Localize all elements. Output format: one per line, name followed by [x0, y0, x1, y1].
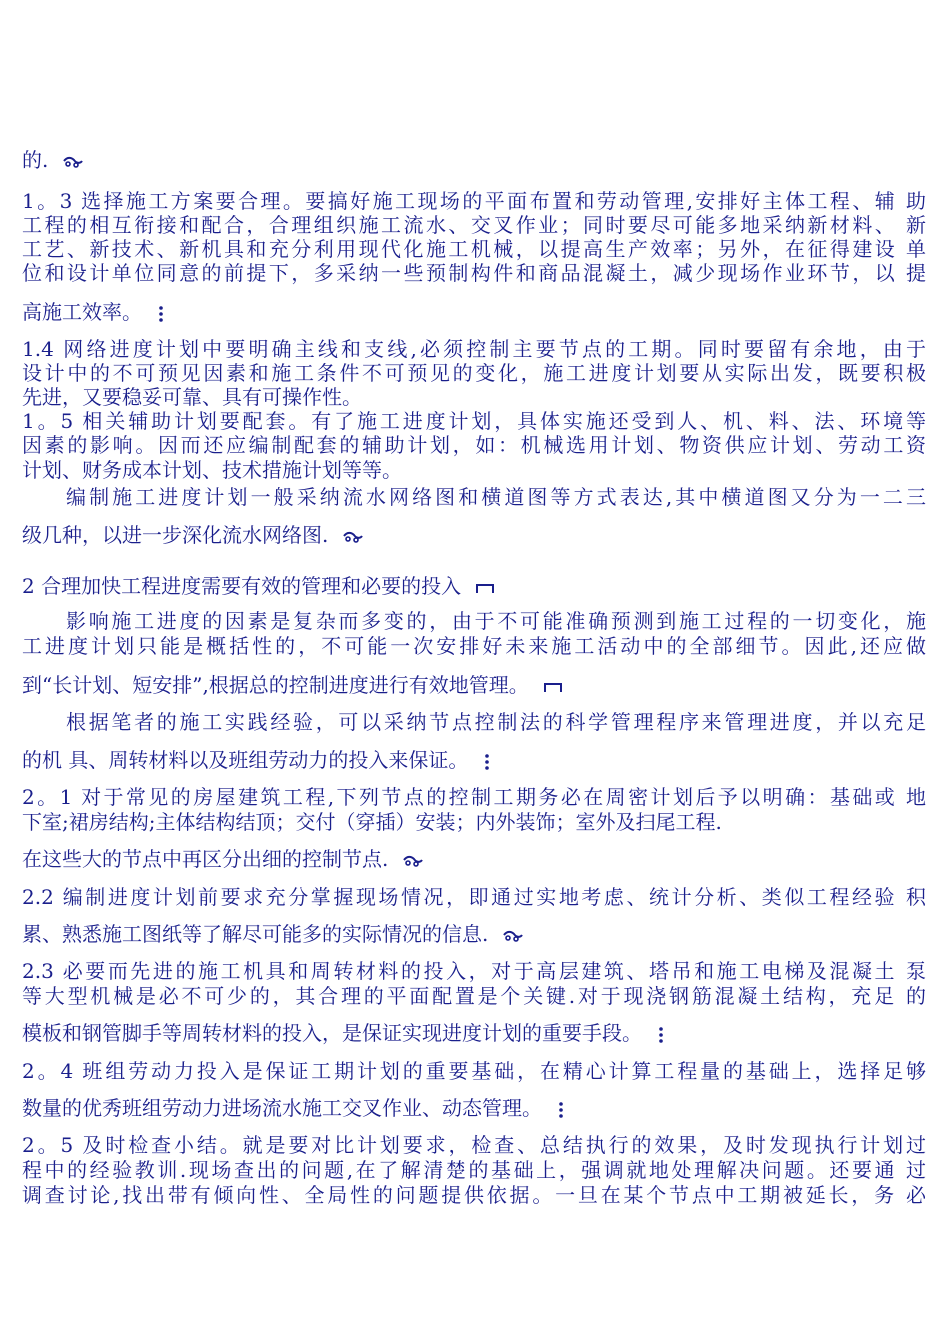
text-line: 级几种，以进一步深化流水网络图.	[22, 523, 364, 547]
text-line: 高施工效率。	[22, 300, 166, 324]
text-line: 工艺、新技术、新机具和充分利用现代化施工机械，以提高生产效率；另外，在征得建设 单	[22, 237, 926, 261]
text-line: 数量的优秀班组劳动力进场流水施工交叉作业、动态管理。	[22, 1096, 566, 1120]
text-line: 1.4 网络进度计划中要明确主线和支线,必须控制主要节点的工期。同时要留有余地，由于	[22, 337, 926, 361]
text-line: 调查讨论,找出带有倾向性、全局性的问题提供依据。一旦在某个节点中工期被延长，务 必	[22, 1183, 926, 1207]
text-line: 1。5 相关辅助计划要配套。有了施工进度计划，具体实施还受到人、机、料、法、环境等	[22, 409, 926, 433]
paragraph-tail-icon	[402, 854, 424, 868]
text-line: 1。3 选择施工方案要合理。要搞好施工现场的平面布置和劳动管理,安排好主体工程、辅 助	[22, 189, 926, 213]
text-line: 工程的相互衔接和配合，合理组织施工流水、交叉作业；同时要尽可能多地采纳新材料、 新	[22, 213, 926, 237]
text-line: 等大型机械是必不可少的，其合理的平面配置是个关键.对于现浇钢筋混凝土结构，充足 的	[22, 984, 926, 1008]
bracket-mark-icon	[475, 581, 495, 595]
text-line: 到“长计划、短安排”,根据总的控制进度进行有效地管理。	[22, 673, 563, 697]
text-line: 2.2 编制进度计划前要求充分掌握现场情况，即通过实地考虑、统计分析、类似工程经验 积	[22, 885, 926, 909]
paragraph-tail-icon	[62, 155, 84, 169]
text-line: 设计中的不可预见因素和施工条件不可预见的变化，施工进度计划要从实际出发，既要积极	[22, 361, 926, 385]
text-line: 影响施工进度的因素是复杂而多变的，由于不可能准确预测到施工过程的一切变化，施	[66, 609, 926, 633]
text-line: 的机 具、周转材料以及班组劳动力的投入来保证。	[22, 748, 492, 772]
paragraph-tail-icon	[342, 530, 364, 544]
text-line: 位和设计单位同意的前提下，多采纳一些预制构件和商品混凝土，减少现场作业环节，以 提	[22, 261, 926, 285]
text-line: 2。5 及时检查小结。就是要对比计划要求，检查、总结执行的效果，及时发现执行计划过	[22, 1133, 926, 1157]
text-line: 模板和钢管脚手等周转材料的投入，是保证实现进度计划的重要手段。	[22, 1021, 666, 1045]
text-line: 根据笔者的施工实践经验，可以采纳节点控制法的科学管理程序来管理进度，并以充足	[66, 710, 926, 734]
paragraph-tail-icon	[502, 929, 524, 943]
text-line: 的.	[22, 148, 84, 172]
text-line: 下室;裙房结构;主体结构结顶；交付（穿插）安装；内外装饰；室外及扫尾工程.	[22, 810, 722, 834]
vertical-dots-icon	[482, 753, 492, 771]
text-line: 先进，又要稳妥可靠、具有可操作性。	[22, 385, 362, 409]
text-line: 2.3 必要而先进的施工机具和周转材料的投入，对于高层建筑、塔吊和施工电梯及混凝土 泵	[22, 959, 926, 983]
text-line: 在这些大的节点中再区分出细的控制节点.	[22, 847, 424, 871]
vertical-dots-icon	[656, 1026, 666, 1044]
vertical-dots-icon	[556, 1101, 566, 1119]
section-heading: 2 合理加快工程进度需要有效的管理和必要的投入	[22, 574, 495, 598]
bracket-mark-icon	[543, 680, 563, 694]
text-line: 程中的经验教训.现场查出的问题,在了解清楚的基础上，强调就地处理解决问题。还要通 过	[22, 1158, 926, 1182]
text-line: 计划、财务成本计划、技术措施计划等等。	[22, 458, 402, 482]
text-line: 2。4 班组劳动力投入是保证工期计划的重要基础，在精心计算工程量的基础上，选择足够	[22, 1059, 926, 1083]
text-line: 因素的影响。因而还应编制配套的辅助计划，如：机械选用计划、物资供应计划、劳动工资	[22, 433, 926, 457]
text-line: 累、熟悉施工图纸等了解尽可能多的实际情况的信息.	[22, 922, 524, 946]
text-line: 编制施工进度计划一般采纳流水网络图和横道图等方式表达,其中横道图又分为一二三	[66, 485, 926, 509]
vertical-dots-icon	[156, 305, 166, 323]
text-line: 2。1 对于常见的房屋建筑工程,下列节点的控制工期务必在周密计划后予以明确：基础或 地	[22, 785, 926, 809]
text-line: 工进度计划只能是概括性的，不可能一次安排好未来施工活动中的全部细节。因此,还应做	[22, 634, 926, 658]
